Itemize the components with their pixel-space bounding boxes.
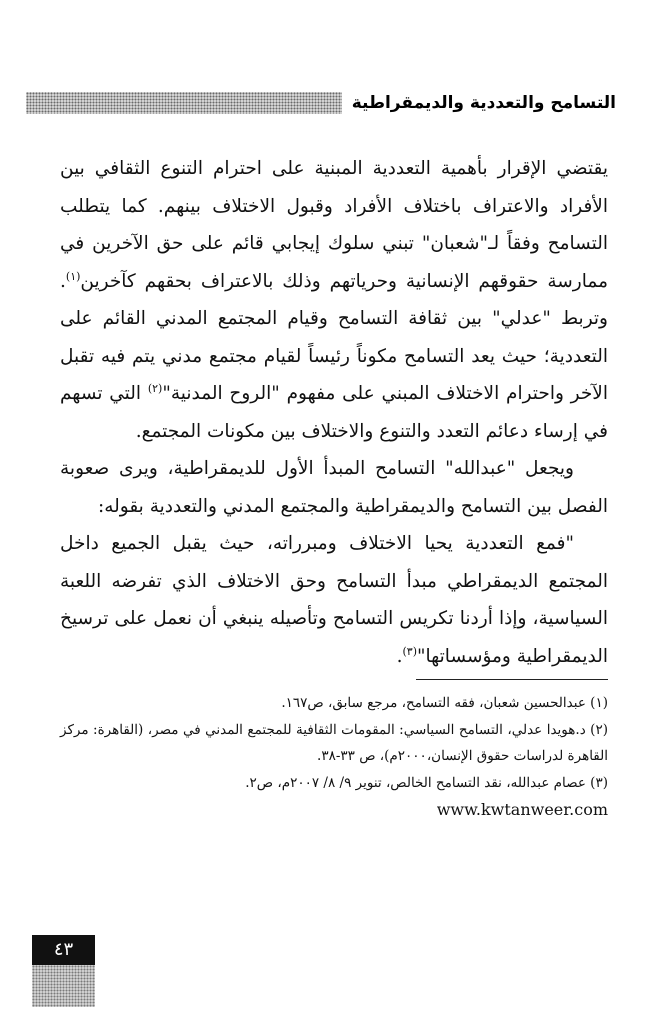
footnote-2: (٢) د.هويدا عدلي، التسامح السياسي: المقومات الثقافية للمجتمع المدني في مصر، (القاهرة: مركز القاهرة لدراسات حقوق الإنسان،٢٠٠٠م)، ص ٣٣-٣٨. [60,721,608,764]
footnote-ref-1: (١) [65,269,81,283]
footnote-separator [416,679,608,680]
footnote-ref-2: (٢) [147,381,163,395]
page-body [60,150,608,819]
paragraph-2: ويجعل "عبدالله" التسامح المبدأ الأول للديمقراطية، ويرى صعوبة الفصل بين التسامح والديمقراطية والمجتمع المدني والتعددية بقوله: [60,458,608,517]
header-dotted-band [26,92,342,114]
footnote-3: (٣) عصام عبدالله، نقد التسامح الخالص، تنوير ٩/ ٨/ ٢٠٠٧م، ص٢. [245,774,608,791]
page-number-block [32,935,95,1007]
footnote-ref-3: (٣) [402,644,417,658]
page-number: ٤٣ [32,935,95,965]
website-url: www.kwtanweer.com [436,800,608,819]
footnote-1: (١) عبدالحسين شعبان، فقه التسامح، مرجع سابق، ص١٦٧. [281,695,608,711]
running-header-title: التسامح والتعددية والديمقراطية [351,93,616,113]
paragraph-3: "فمع التعددية يحيا الاختلاف ومبرراته، حيث يقبل الجميع داخل المجتمع الديمقراطي مبدأ التسامح وحق الاختلاف الذي تفرضه اللعبة السياسية، وإذا أردنا تكريس التسامح وتأصيله ينبغي أن نعمل على ترسيخ الديمقراطية ومؤسساتها"$^{(٣)}$. [60,533,608,667]
paragraph-1: يقتضي الإقرار بأهمية التعددية المبنية على احترام التنوع الثقافي بين الأفراد والاعتراف باختلاف الأفراد وقبول الاختلاف بينهم. كما يتطلب التسامح وفقاً لـ"شعبان" تبني سلوك إيجابي قائم على حق الآخرين في ممارسة حقوقهم الإنسانية وحرياتهم وذلك بالاعتراف بحقهم كآخرين$^{(١)}$. وتربط "عدلي" بين ثقافة التسامح وقيام المجتمع المدني القائم على التعددية؛ حيث يعد التسامح مكوناً رئيساً لقيام مجتمع مدني يتم فيه تقبل الآخر واحترام الاختلاف المبني على مفهوم "الروح المدنية"$^{(٢)}$ التي تسهم في إرساء دعائم التعدد والتنوع والاختلاف بين مكونات المجتمع. [60,158,608,442]
running-header [26,86,616,120]
